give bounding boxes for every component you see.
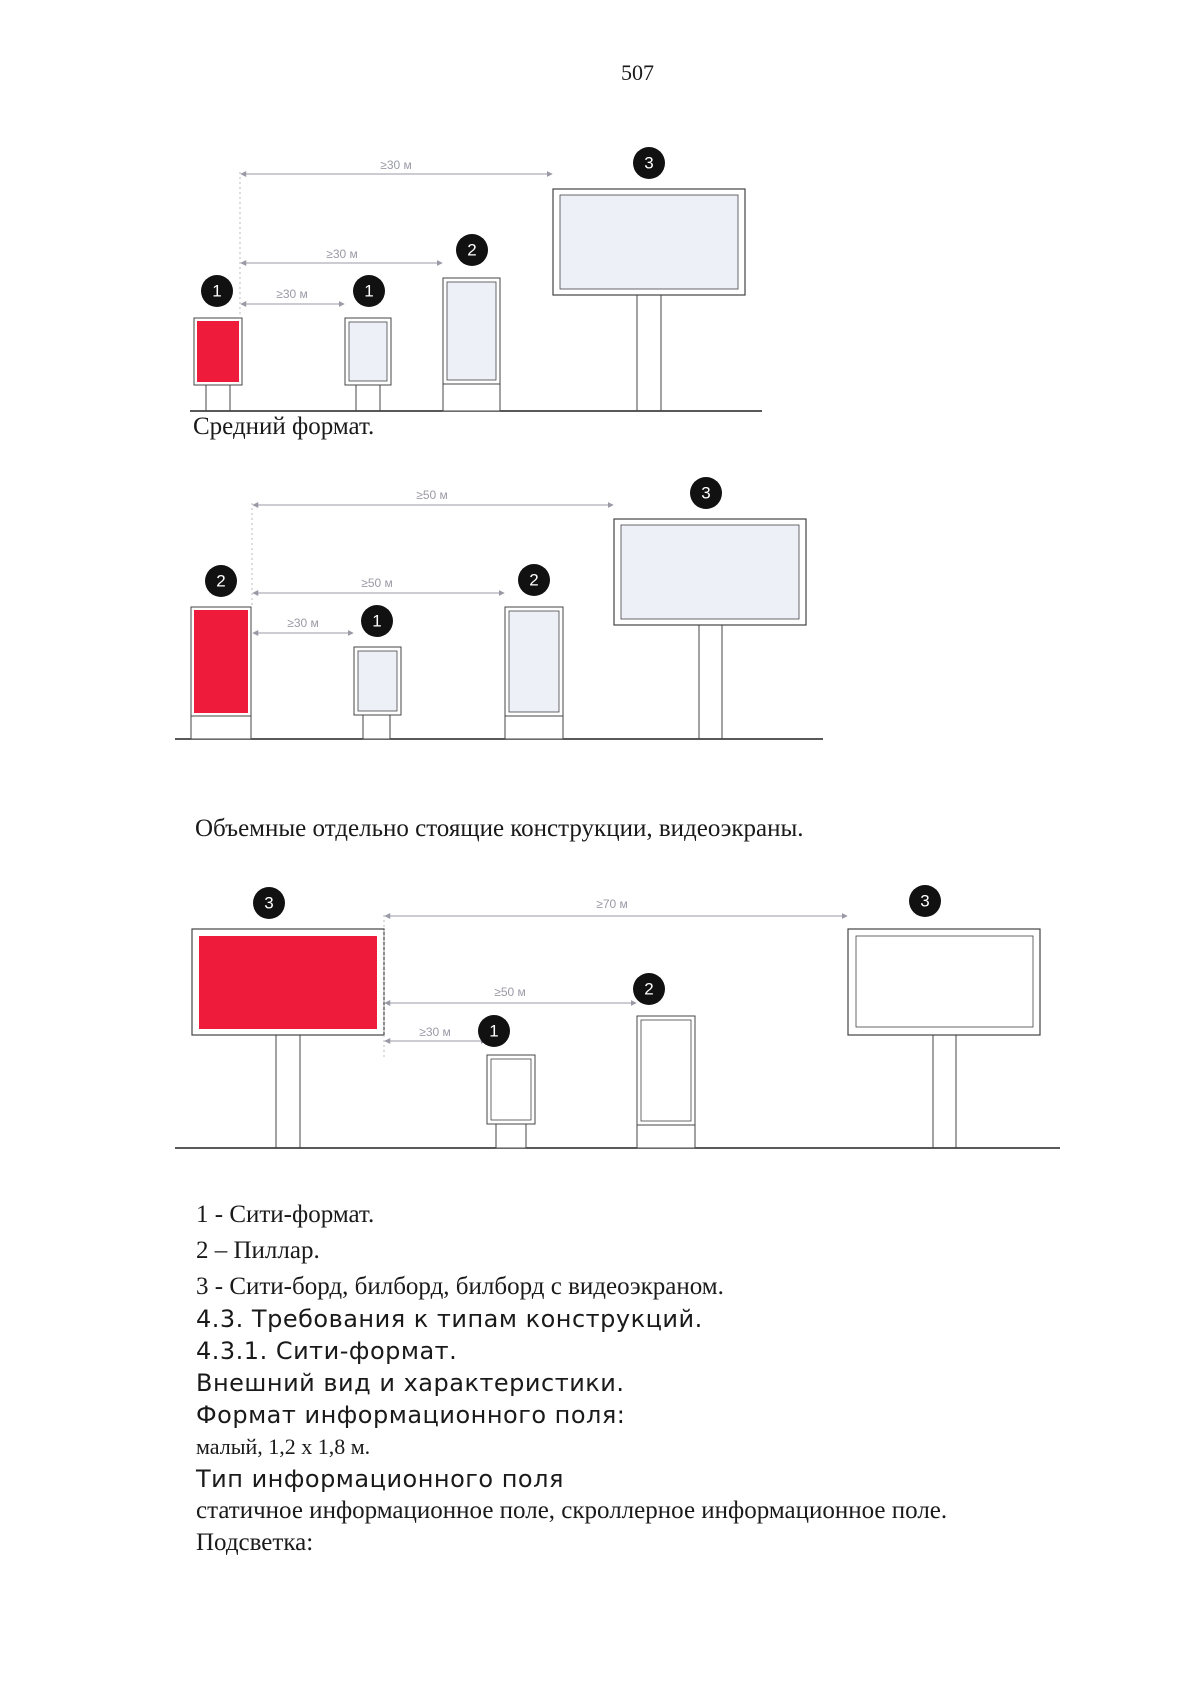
svg-text:2: 2 <box>216 571 226 591</box>
city-format-red <box>194 318 242 411</box>
dimension-label: ≥30 м <box>380 158 412 172</box>
billboard <box>553 189 745 411</box>
legend-item: 2 – Пиллар. <box>196 1237 320 1264</box>
type-label: Тип информационного поля <box>196 1465 564 1493</box>
billboard-red <box>192 929 384 1148</box>
svg-text:1: 1 <box>372 611 382 631</box>
legend-item: 1 - Сити-формат. <box>196 1201 375 1228</box>
svg-text:2: 2 <box>467 240 477 260</box>
legend-text <box>196 1199 947 1559</box>
caption-freestanding: Объемные отдельно стоящие конструкции, видеоэкраны. <box>195 815 804 842</box>
section-heading: 4.3. Требования к типам конструкций. <box>196 1305 703 1333</box>
city-format <box>345 318 391 411</box>
number-badge <box>253 887 285 919</box>
format-label: Формат информационного поля: <box>196 1401 626 1429</box>
svg-text:3: 3 <box>644 153 654 173</box>
dimension-label: ≥50 м <box>416 488 448 502</box>
type-value: статичное информационное поле, скроллерное информационное поле. <box>196 1497 948 1524</box>
diagram-freestanding <box>175 885 1060 1148</box>
number-badge <box>361 605 393 637</box>
number-badge <box>456 234 488 266</box>
number-badge <box>205 565 237 597</box>
caption-medium-format: Средний формат. <box>193 413 375 440</box>
svg-text:3: 3 <box>264 893 274 913</box>
number-badge <box>201 275 233 307</box>
appearance-heading: Внешний вид и характеристики. <box>196 1369 625 1397</box>
svg-text:1: 1 <box>364 281 374 301</box>
city-format <box>487 1055 535 1148</box>
lighting-label: Подсветка: <box>196 1529 314 1556</box>
dimension-label: ≥30 м <box>276 287 308 301</box>
billboard <box>848 929 1040 1148</box>
number-badge <box>690 477 722 509</box>
number-badge <box>909 885 941 917</box>
format-value: малый, 1,2 х 1,8 м. <box>196 1434 371 1459</box>
number-badge <box>518 564 550 596</box>
svg-text:2: 2 <box>644 979 654 999</box>
dimension-label: ≥30 м <box>287 616 319 630</box>
dimension-label: ≥50 м <box>361 576 393 590</box>
legend-item: 3 - Сити-борд, билборд, билборд с видеоэкраном. <box>196 1273 724 1300</box>
pillar-red <box>191 607 251 739</box>
number-badge <box>633 973 665 1005</box>
svg-text:1: 1 <box>489 1021 499 1041</box>
number-badge <box>633 147 665 179</box>
diagram-large-format <box>175 477 823 739</box>
pillar <box>443 278 500 411</box>
svg-text:2: 2 <box>529 570 539 590</box>
dimension-label: ≥30 м <box>419 1025 451 1039</box>
pillar <box>505 607 563 739</box>
pillar <box>637 1016 695 1148</box>
dimension-label: ≥50 м <box>494 985 526 999</box>
page-number: 507 <box>621 60 654 85</box>
billboard <box>614 519 806 739</box>
number-badge <box>353 275 385 307</box>
city-format <box>354 647 401 739</box>
svg-text:1: 1 <box>212 281 222 301</box>
dimension-label: ≥70 м <box>596 897 628 911</box>
svg-text:3: 3 <box>920 891 930 911</box>
subsection-heading: 4.3.1. Сити-формат. <box>196 1337 458 1365</box>
number-badge <box>478 1015 510 1047</box>
svg-text:3: 3 <box>701 483 711 503</box>
dimension-label: ≥30 м <box>326 247 358 261</box>
diagram-medium-format <box>190 147 762 411</box>
